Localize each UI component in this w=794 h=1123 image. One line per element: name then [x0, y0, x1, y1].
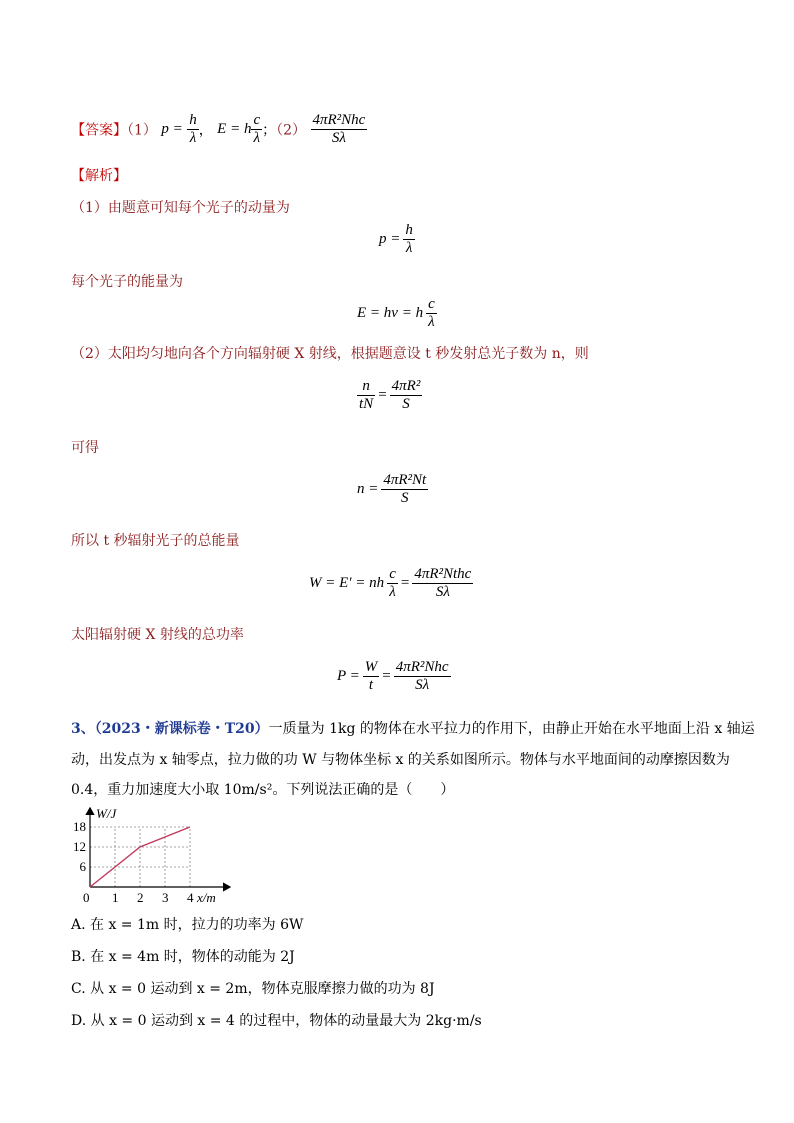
- analysis-label: 【解析】: [71, 168, 127, 184]
- answer-part1: （1）: [127, 122, 157, 139]
- answer-p-eq: p =: [161, 121, 183, 137]
- y-tick-label-12: 12: [73, 839, 86, 854]
- question3-source: （2023・新课标卷・T20）: [94, 721, 269, 737]
- equation-energy: E = hν = h $\frac{c}{\lambda}$: [357, 296, 435, 330]
- answer-e-frac: $\frac{c}{\lambda}$: [253, 112, 261, 146]
- option-b: B. 在 x = 4m 时，物体的动能为 2J: [71, 949, 295, 965]
- y-axis-label: W/J: [96, 806, 117, 821]
- x-tick-label-0: 0: [83, 890, 90, 905]
- x-tick-label-3: 3: [162, 890, 169, 905]
- equation-total-power: P = $\frac{W}{t}$ = $\frac{\text{4πR²Nhc}}{S\lambda}$: [337, 659, 449, 693]
- analysis-step4: 可得: [71, 440, 99, 456]
- analysis-step1: （1）由题意可知每个光子的动量为: [71, 200, 290, 216]
- option-c: C. 从 x = 0 运动到 x = 2m，物体克服摩擦力做的功为 8J: [71, 981, 435, 997]
- x-tick-labels: [83, 890, 194, 905]
- equation-momentum: p = $\frac{h}{\lambda}$: [379, 222, 413, 256]
- grid-lines: [90, 827, 190, 887]
- answer-final-frac: $\frac{\text{4πR²Nhc}}{S\lambda}$: [312, 112, 366, 146]
- y-tick-label-6: 6: [79, 859, 86, 874]
- y-tick-label-18: 18: [73, 819, 86, 834]
- answer-line: [71, 112, 367, 152]
- x-tick-label-1: 1: [112, 890, 119, 905]
- answer-part2: （2）: [276, 122, 307, 139]
- analysis-step6: 太阳辐射硬 X 射线的总功率: [71, 627, 244, 643]
- answer-label: 【答案】: [71, 122, 127, 139]
- x-axis-label: x/m: [197, 890, 216, 905]
- question3-text1: 一质量为 1kg 的物体在水平拉力的作用下，由静止开始在水平地面上沿 x 轴运: [268, 721, 755, 737]
- work-displacement-graph: [70, 802, 240, 907]
- y-tick-labels: [73, 819, 87, 874]
- analysis-step2: 每个光子的能量为: [71, 274, 183, 290]
- answer-e-eq: E = h: [217, 121, 252, 137]
- question3-line3: 0.4，重力加速度大小取 10m/s²。下列说法正确的是（ ）: [71, 782, 455, 798]
- answer-p-frac: $\frac{h}{\lambda}$: [189, 112, 197, 146]
- x-tick-label-2: 2: [137, 890, 144, 905]
- answer-semicolon: ；: [262, 122, 277, 139]
- equation-photon-ratio: $\frac{n}{tN}$ = $\frac{\text{4πR²}}{S}$: [359, 378, 421, 412]
- question3-line2: 动，出发点为 x 轴零点，拉力做的功 W 与物体坐标 x 的关系如图所示。物体与水平地面间的动摩擦因数为: [71, 752, 730, 768]
- option-a: A. 在 x = 1m 时，拉力的功率为 6W: [71, 917, 304, 933]
- x-tick-label-4: 4: [187, 890, 194, 905]
- analysis-step3: （2）太阳均匀地向各个方向辐射硬 X 射线，根据题意设 t 秒发射总光子数为 n，则: [71, 346, 589, 362]
- answer-comma: ，: [198, 122, 213, 139]
- equation-photon-count: n = $\frac{\text{4πR²Nt}}{S}$: [357, 472, 427, 506]
- question3-number: 3、: [71, 721, 95, 737]
- equation-total-energy: W = E′ = nh $\frac{c}{\lambda}$ = $\frac{\text{4πR²Nthc}}{S\lambda}$: [309, 566, 472, 600]
- question3-line1: [71, 718, 755, 738]
- analysis-step5: 所以 t 秒辐射光子的总能量: [71, 533, 240, 549]
- option-d: D. 从 x = 0 运动到 x = 4 的过程中，物体的动量最大为 2kg·m/s: [71, 1013, 482, 1029]
